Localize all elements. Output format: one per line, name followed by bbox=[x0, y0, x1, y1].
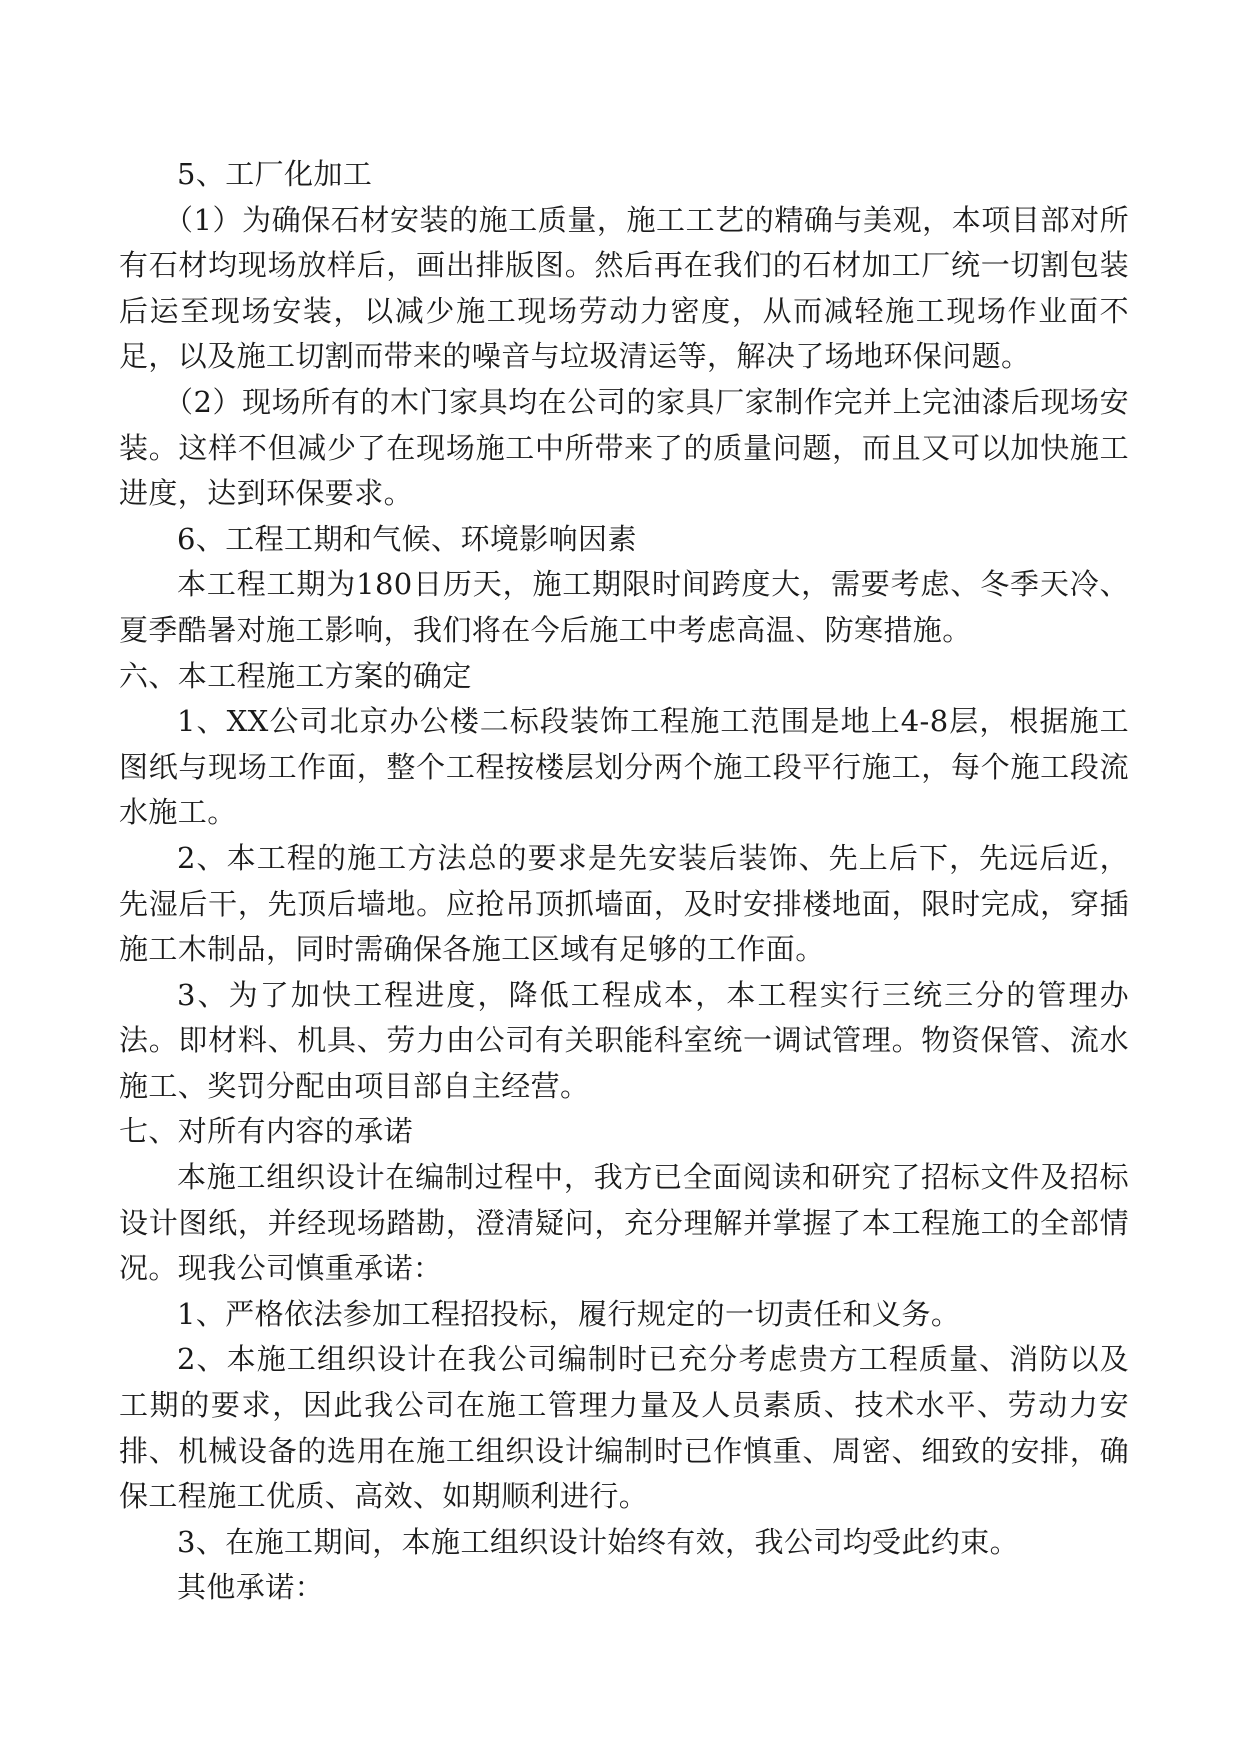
commitment-item-2: 2、本施工组织设计在我公司编制时已充分考虑贵方工程质量、消防以及工期的要求，因此我公司在施工管理力量及人员素质、技术水平、劳动力安排、机械设备的选用在施工组织设计编制时已作慎重、周密、细致的安排，确保工程施工优质、高效、如期顺利进行。 bbox=[119, 1342, 1129, 1514]
paragraph-management-approach: 3、为了加快工程进度，降低工程成本，本工程实行三统三分的管理办法。即材料、机具、劳力由公司有关职能科室统一调试管理。物资保管、流水施工、奖罚分配由项目部自主经营。 bbox=[119, 977, 1129, 1103]
paragraph-construction-scope: 1、XX公司北京办公楼二标段装饰工程施工范围是地上4-8层，根据施工图纸与现场工作面，整个工程按楼层划分两个施工段平行施工，每个施工段流水施工。 bbox=[119, 704, 1129, 830]
subsection-heading-schedule-climate: 6、工程工期和气候、环境影响因素 bbox=[177, 521, 637, 556]
section-heading-commitments: 七、对所有内容的承诺 bbox=[119, 1114, 414, 1149]
paragraph-schedule-duration: 本工程工期为180日历天，施工期限时间跨度大，需要考虑、冬季天冷、夏季酷暑对施工影响，我们将在今后施工中考虑高温、防寒措施。 bbox=[119, 567, 1129, 647]
paragraph-construction-method: 2、本工程的施工方法总的要求是先安装后装饰、先上后下，先远后近，先湿后干，先顶后墙地。应抢吊顶抓墙面，及时安排楼地面，限时完成，穿插施工木制品，同时需确保各施工区域有足够的工作面。 bbox=[119, 840, 1129, 967]
other-commitments-label: 其他承诺： bbox=[177, 1570, 325, 1605]
commitment-item-3: 3、在施工期间，本施工组织设计始终有效，我公司均受此约束。 bbox=[177, 1524, 1020, 1559]
subsection-heading-factory-processing: 5、工厂化加工 bbox=[177, 157, 373, 191]
section-heading-construction-plan: 六、本工程施工方案的确定 bbox=[119, 658, 472, 693]
paragraph-stone-installation: （1）为确保石材安装的施工质量，施工工艺的精确与美观，本项目部对所有石材均现场放样后，画出排版图。然后再在我们的石材加工厂统一切割包装后运至现场安装，以减少施工现场劳动力密度，从而减轻施工现场作业面不足，以及施工切割而带来的噪音与垃圾清运等，解决了场地环保问题。 bbox=[119, 202, 1129, 374]
paragraph-commitment-intro: 本施工组织设计在编制过程中，我方已全面阅读和研究了招标文件及招标设计图纸，并经现场踏勘，澄清疑问，充分理解并掌握了本工程施工的全部情况。现我公司慎重承诺： bbox=[119, 1160, 1129, 1286]
commitment-item-1: 1、严格依法参加工程招投标，履行规定的一切责任和义务。 bbox=[177, 1296, 961, 1331]
paragraph-wood-doors-furniture: （2）现场所有的木门家具均在公司的家具厂家制作完并上完油漆后现场安装。这样不但减少了在现场施工中所带来了的质量问题，而且又可以加快施工进度，达到环保要求。 bbox=[119, 384, 1129, 511]
document-body bbox=[119, 152, 1129, 1611]
